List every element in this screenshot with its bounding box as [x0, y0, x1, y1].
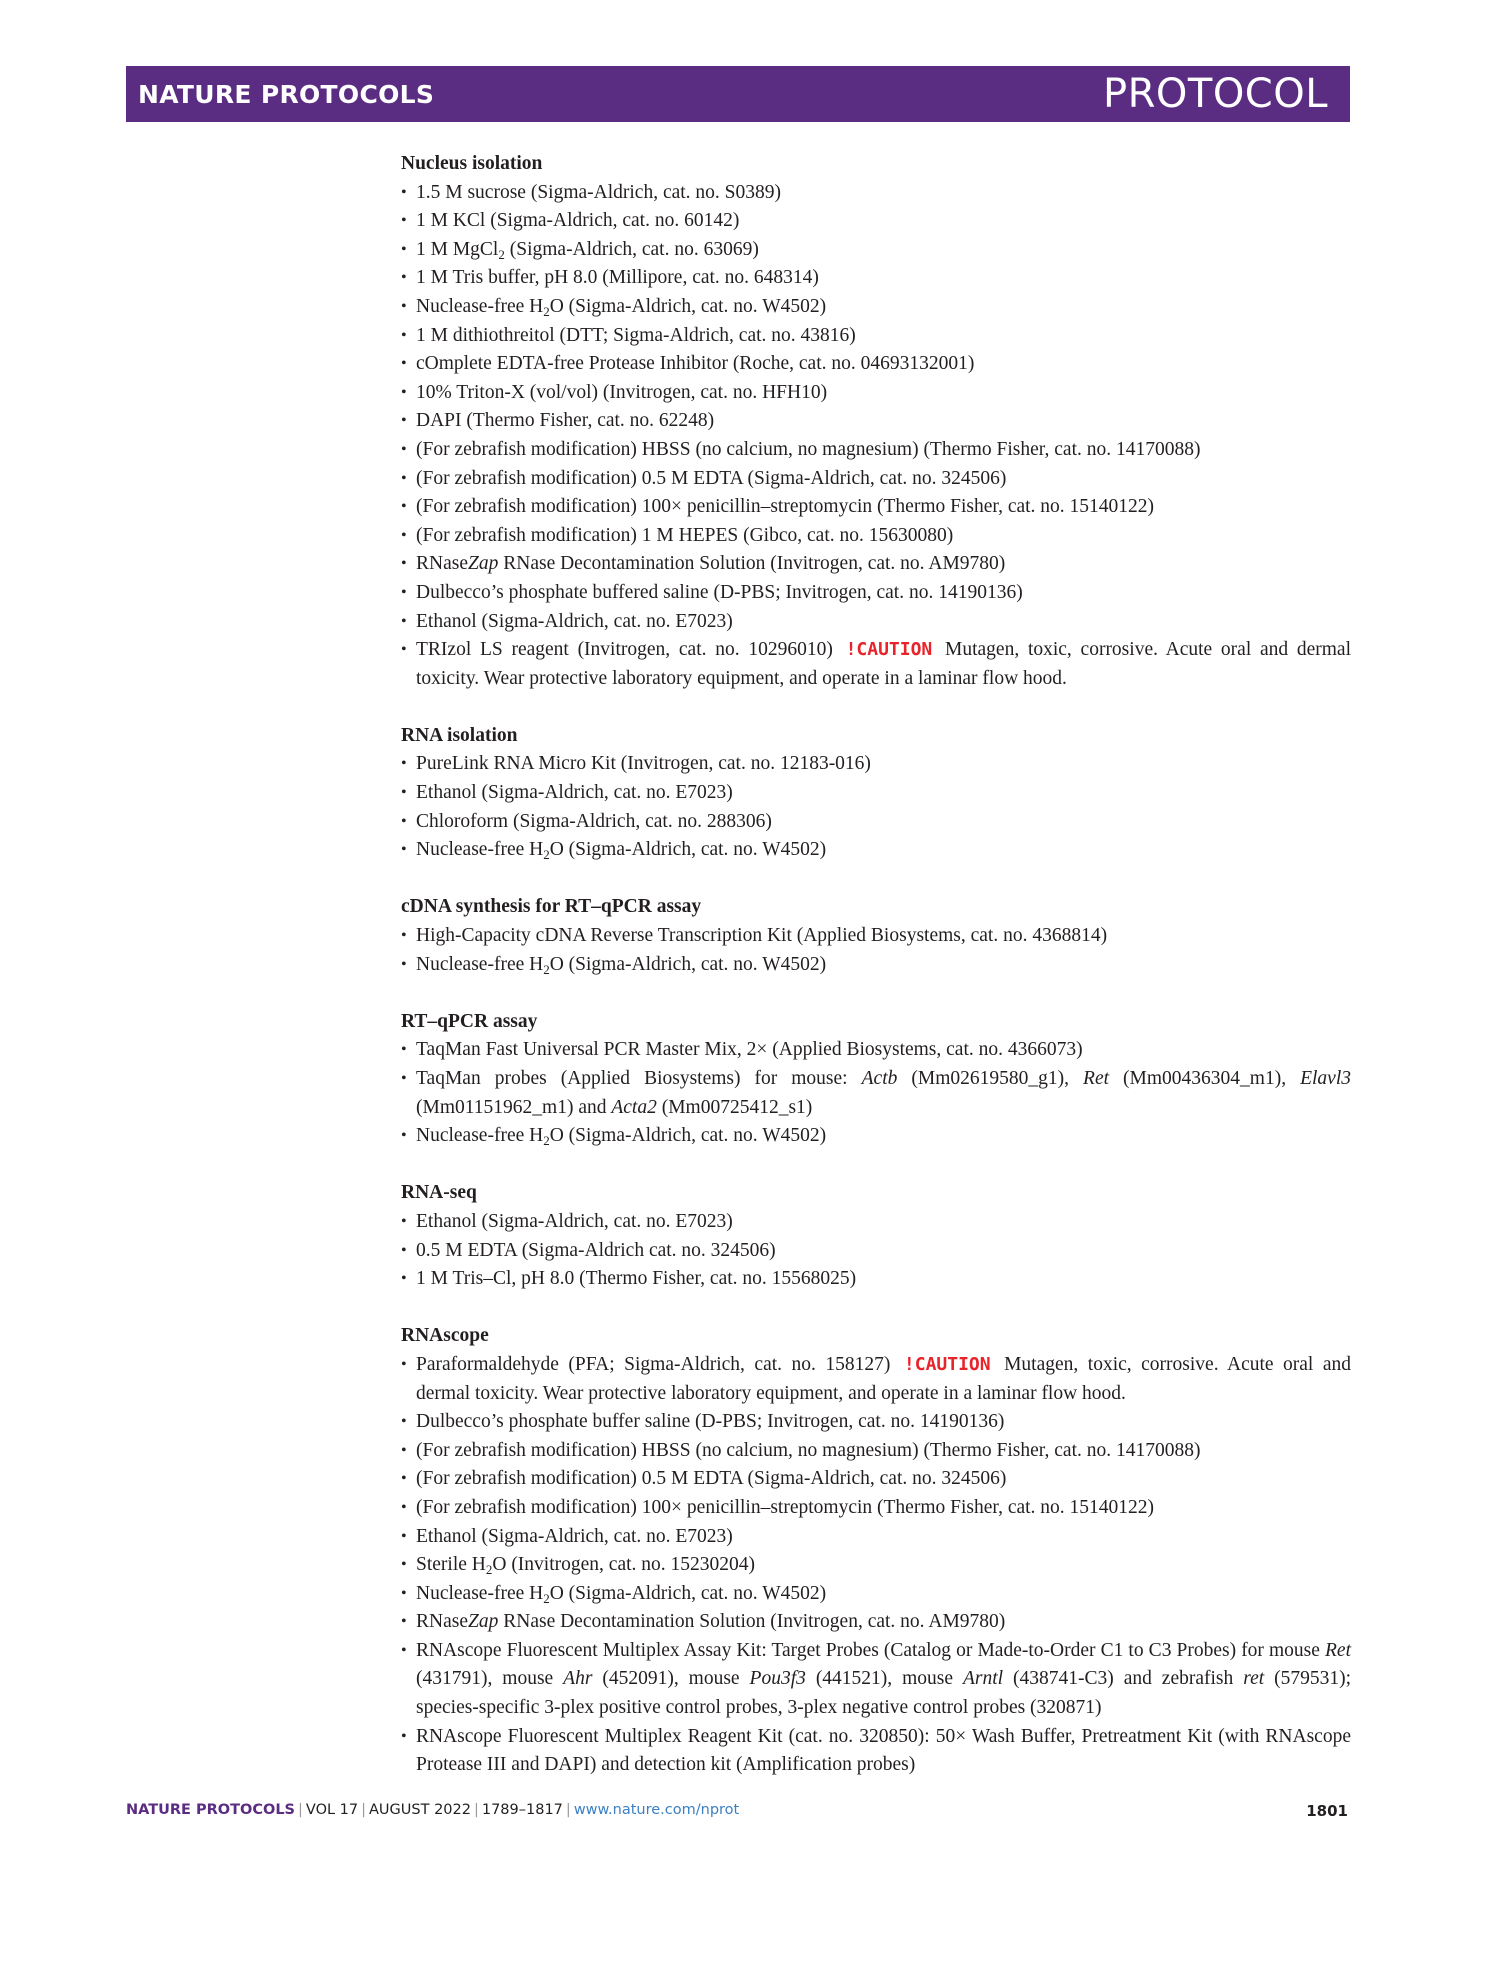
footer-separator: | — [473, 1802, 479, 1818]
section-heading: RNAscope — [401, 1325, 489, 1347]
list-item: • (For zebrafish modification) HBSS (no calcium, no magnesium) (Thermo Fisher, cat. no. 14170088) — [401, 1437, 1351, 1466]
list-item: • Dulbecco’s phosphate buffered saline (D-PBS; Invitrogen, cat. no. 14190136) — [401, 579, 1351, 608]
page-number: 1801 — [1306, 1802, 1348, 1820]
footer-citation — [126, 1802, 739, 1818]
list-item: • (For zebrafish modification) 0.5 M EDTA (Sigma-Aldrich, cat. no. 324506) — [401, 1465, 1351, 1494]
section-cdna-synthesis — [401, 893, 1351, 979]
page-footer — [126, 1802, 1350, 1826]
section-heading: RT–qPCR assay — [401, 1010, 538, 1032]
list-item: • 1 M Tris–Cl, pH 8.0 (Thermo Fisher, cat. no. 15568025) — [401, 1265, 1351, 1294]
list-item: • TaqMan probes (Applied Biosystems) for mouse: Actb (Mm02619580_g1), Ret (Mm00436304_m1), Elavl3 (Mm01151962_m1) and Acta2 (Mm00725412_s1) — [401, 1065, 1351, 1122]
footer-separator: | — [565, 1802, 571, 1818]
list-item: • Ethanol (Sigma-Aldrich, cat. no. E7023) — [401, 608, 1351, 637]
list-item: • Dulbecco’s phosphate buffer saline (D-PBS; Invitrogen, cat. no. 14190136) — [401, 1408, 1351, 1437]
section-heading: cDNA synthesis for RT–qPCR assay — [401, 896, 702, 918]
list-item: • RNAscope Fluorescent Multiplex Reagent Kit (cat. no. 320850): 50× Wash Buffer, Pretreatment Kit (with RNAscope Protease III and DAPI) and detection kit (Amplification probes) — [401, 1723, 1351, 1780]
list-item: • Ethanol (Sigma-Aldrich, cat. no. E7023) — [401, 1523, 1351, 1552]
list-item: • 10% Triton-X (vol/vol) (Invitrogen, cat. no. HFH10) — [401, 379, 1351, 408]
list-item: • 1 M KCl (Sigma-Aldrich, cat. no. 60142) — [401, 207, 1351, 236]
list-item: • (For zebrafish modification) HBSS (no calcium, no magnesium) (Thermo Fisher, cat. no. 14170088) — [401, 436, 1351, 465]
list-item: • 1 M MgCl$_2$ (Sigma-Aldrich, cat. no. 63069) — [401, 236, 1351, 265]
caution-label: !CAUTION — [903, 1353, 991, 1375]
list-item: • High-Capacity cDNA Reverse Transcription Kit (Applied Biosystems, cat. no. 4368814) — [401, 922, 1351, 951]
list-item: • PureLink RNA Micro Kit (Invitrogen, cat. no. 12183-016) — [401, 750, 1351, 779]
section-heading: Nucleus isolation — [401, 153, 543, 174]
section-nucleus-isolation — [401, 150, 1351, 693]
journal-banner — [126, 66, 1350, 122]
article-type: PROTOCOL — [1102, 71, 1328, 117]
list-item: • (For zebrafish modification) 0.5 M EDTA (Sigma-Aldrich, cat. no. 324506) — [401, 465, 1351, 494]
list-item: • TRIzol LS reagent (Invitrogen, cat. no. 10296010) !CAUTION Mutagen, toxic, corrosive. Acute oral and dermal toxicity. Wear protective laboratory equipment, and operate in a laminar flow hood. — [401, 636, 1351, 693]
footer-date: AUGUST 2022 — [369, 1802, 471, 1818]
list-item: • (For zebrafish modification) 100× penicillin–streptomycin (Thermo Fisher, cat. no. 15140122) — [401, 493, 1351, 522]
list-item: • DAPI (Thermo Fisher, cat. no. 62248) — [401, 407, 1351, 436]
footer-volume: VOL 17 — [305, 1802, 359, 1818]
list-item: • Sterile $H_2O$ (Invitrogen, cat. no. 15230204) — [401, 1551, 1351, 1580]
list-item: • Paraformaldehyde (PFA; Sigma-Aldrich, cat. no. 158127) !CAUTION Mutagen, toxic, corrosive. Acute oral and dermal toxicity. Wear protective laboratory equipment, and operate in a laminar flow hood. — [401, 1351, 1351, 1408]
list-item: • Nuclease-free $H_2O$ (Sigma-Aldrich, cat. no. W4502) — [401, 951, 1351, 980]
materials-list — [401, 150, 1351, 1780]
footer-pages: 1789–1817 — [481, 1802, 563, 1818]
list-item: • 1 M dithiothreitol (DTT; Sigma-Aldrich, cat. no. 43816) — [401, 322, 1351, 351]
caution-label: !CAUTION — [845, 639, 933, 661]
section-heading: RNA isolation — [401, 724, 518, 746]
footer-separator: | — [298, 1802, 303, 1818]
footer-separator: | — [361, 1802, 367, 1818]
list-item: • Ethanol (Sigma-Aldrich, cat. no. E7023) — [401, 1208, 1351, 1237]
list-item: • RNaseZap RNase Decontamination Solution (Invitrogen, cat. no. AM9780) — [401, 1608, 1351, 1637]
footer-journal: NATURE PROTOCOLS — [126, 1802, 296, 1818]
list-item: • (For zebrafish modification) 100× penicillin–streptomycin (Thermo Fisher, cat. no. 15140122) — [401, 1494, 1351, 1523]
list-item: • Ethanol (Sigma-Aldrich, cat. no. E7023) — [401, 779, 1351, 808]
section-rt-qpcr — [401, 1008, 1351, 1151]
list-item: • (For zebrafish modification) 1 M HEPES (Gibco, cat. no. 15630080) — [401, 522, 1351, 551]
section-rna-isolation — [401, 722, 1351, 865]
list-item: • 0.5 M EDTA (Sigma-Aldrich cat. no. 324506) — [401, 1237, 1351, 1266]
section-rna-seq — [401, 1179, 1351, 1293]
list-item: • cOmplete EDTA-free Protease Inhibitor (Roche, cat. no. 04693132001) — [401, 350, 1351, 379]
footer-url-link[interactable]: www.nature.com/nprot — [573, 1802, 740, 1818]
list-item: • Nuclease-free $H_2O$ (Sigma-Aldrich, cat. no. W4502) — [401, 293, 1351, 322]
list-item: • Nuclease-free $H_2O$ (Sigma-Aldrich, cat. no. W4502) — [401, 1580, 1351, 1609]
list-item: • Nuclease-free $H_2O$ (Sigma-Aldrich, cat. no. W4502) — [401, 836, 1351, 865]
list-item: • RNAscope Fluorescent Multiplex Assay Kit: Target Probes (Catalog or Made-to-Order C1 to C3 Probes) for mouse Ret (431791), mouse Ahr (452091), mouse Pou3f3 (441521), mouse Arntl (438741-C3) and zebrafish ret (579531); species-specific 3-plex positive control probes, 3-plex negative control probes (320871) — [401, 1637, 1351, 1723]
list-item: • TaqMan Fast Universal PCR Master Mix, 2× (Applied Biosystems, cat. no. 4366073) — [401, 1036, 1351, 1065]
section-heading: RNA-seq — [401, 1182, 477, 1204]
list-item: • 1.5 M sucrose (Sigma-Aldrich, cat. no. S0389) — [401, 179, 1351, 208]
section-rnascope — [401, 1322, 1351, 1780]
list-item: • RNaseZap RNase Decontamination Solution (Invitrogen, cat. no. AM9780) — [401, 550, 1351, 579]
journal-name: NATURE PROTOCOLS — [138, 79, 435, 109]
list-item: • 1 M Tris buffer, pH 8.0 (Millipore, cat. no. 648314) — [401, 264, 1351, 293]
list-item: • Chloroform (Sigma-Aldrich, cat. no. 288306) — [401, 808, 1351, 837]
list-item: • Nuclease-free $H_2O$ (Sigma-Aldrich, cat. no. W4502) — [401, 1122, 1351, 1151]
